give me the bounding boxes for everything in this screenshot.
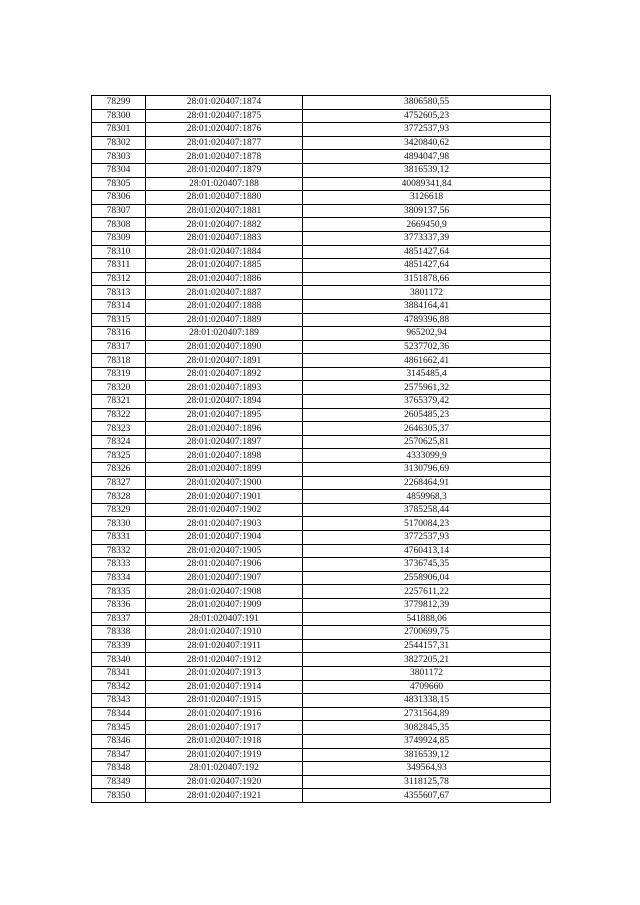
table-row (92, 381, 551, 395)
value-cell: 965202,94 (303, 327, 551, 341)
value-cell: 2605485,23 (303, 408, 551, 422)
row-number-cell: 78345 (92, 721, 146, 735)
table-row (92, 517, 551, 531)
row-number-cell: 78323 (92, 422, 146, 436)
cadastral-number-cell: 28:01:020407:1885 (146, 259, 303, 273)
value-cell: 2731564,89 (303, 707, 551, 721)
row-number-cell: 78325 (92, 449, 146, 463)
value-cell: 3806580,55 (303, 96, 551, 110)
cadastral-number-cell: 28:01:020407:1909 (146, 598, 303, 612)
value-cell: 3785258,44 (303, 503, 551, 517)
table-row (92, 367, 551, 381)
row-number-cell: 78316 (92, 327, 146, 341)
row-number-cell: 78330 (92, 517, 146, 531)
cadastral-number-cell: 28:01:020407:1916 (146, 707, 303, 721)
value-cell: 40089341,84 (303, 177, 551, 191)
value-cell: 3151878,66 (303, 272, 551, 286)
cadastral-number-cell: 28:01:020407:1894 (146, 395, 303, 409)
table-row (92, 612, 551, 626)
cadastral-number-cell: 28:01:020407:1899 (146, 463, 303, 477)
table-row (92, 490, 551, 504)
row-number-cell: 78344 (92, 707, 146, 721)
table-row (92, 721, 551, 735)
cadastral-number-cell: 28:01:020407:1891 (146, 354, 303, 368)
table-row (92, 191, 551, 205)
cadastral-number-cell: 28:01:020407:1886 (146, 272, 303, 286)
cadastral-number-cell: 28:01:020407:1913 (146, 666, 303, 680)
value-cell: 2268464,91 (303, 476, 551, 490)
value-cell: 4851427,64 (303, 245, 551, 259)
cadastral-number-cell: 28:01:020407:1896 (146, 422, 303, 436)
row-number-cell: 78320 (92, 381, 146, 395)
table-row (92, 204, 551, 218)
value-cell: 349564,93 (303, 762, 551, 776)
table-row (92, 775, 551, 789)
value-cell: 4831338,15 (303, 694, 551, 708)
value-cell: 3801172 (303, 666, 551, 680)
cadastral-number-cell: 28:01:020407:1897 (146, 435, 303, 449)
table-row (92, 259, 551, 273)
cadastral-number-cell: 28:01:020407:1882 (146, 218, 303, 232)
row-number-cell: 78343 (92, 694, 146, 708)
cadastral-number-cell: 28:01:020407:1890 (146, 340, 303, 354)
row-number-cell: 78299 (92, 96, 146, 110)
row-number-cell: 78317 (92, 340, 146, 354)
table-row (92, 571, 551, 585)
row-number-cell: 78306 (92, 191, 146, 205)
row-number-cell: 78329 (92, 503, 146, 517)
cadastral-number-cell: 28:01:020407:1900 (146, 476, 303, 490)
value-cell: 541888,06 (303, 612, 551, 626)
row-number-cell: 78347 (92, 748, 146, 762)
value-cell: 4859968,3 (303, 490, 551, 504)
row-number-cell: 78333 (92, 558, 146, 572)
table-row (92, 666, 551, 680)
row-number-cell: 78346 (92, 734, 146, 748)
table-row (92, 503, 551, 517)
cadastral-number-cell: 28:01:020407:192 (146, 762, 303, 776)
table-row (92, 245, 551, 259)
row-number-cell: 78312 (92, 272, 146, 286)
row-number-cell: 78304 (92, 163, 146, 177)
cadastral-number-cell: 28:01:020407:1904 (146, 531, 303, 545)
cadastral-number-cell: 28:01:020407:1911 (146, 639, 303, 653)
table-row (92, 299, 551, 313)
value-cell: 2669450,9 (303, 218, 551, 232)
table-row (92, 354, 551, 368)
row-number-cell: 78324 (92, 435, 146, 449)
value-cell: 3772537,93 (303, 123, 551, 137)
value-cell: 2575961,32 (303, 381, 551, 395)
table-row (92, 395, 551, 409)
value-cell: 3765379,42 (303, 395, 551, 409)
cadastral-number-cell: 28:01:020407:1918 (146, 734, 303, 748)
row-number-cell: 78300 (92, 109, 146, 123)
value-cell: 3801172 (303, 286, 551, 300)
table-row (92, 558, 551, 572)
value-cell: 2544157,31 (303, 639, 551, 653)
value-cell: 3816539,12 (303, 163, 551, 177)
value-cell: 4861662,41 (303, 354, 551, 368)
value-cell: 3130796,69 (303, 463, 551, 477)
table-row (92, 422, 551, 436)
table-row (92, 109, 551, 123)
value-cell: 4894047,98 (303, 150, 551, 164)
row-number-cell: 78315 (92, 313, 146, 327)
cadastral-number-cell: 28:01:020407:1912 (146, 653, 303, 667)
row-number-cell: 78349 (92, 775, 146, 789)
table-row (92, 177, 551, 191)
row-number-cell: 78321 (92, 395, 146, 409)
value-cell: 2646305,37 (303, 422, 551, 436)
value-cell: 4709660 (303, 680, 551, 694)
value-cell: 2257611,22 (303, 585, 551, 599)
table-row (92, 408, 551, 422)
row-number-cell: 78339 (92, 639, 146, 653)
cadastral-number-cell: 28:01:020407:1903 (146, 517, 303, 531)
row-number-cell: 78307 (92, 204, 146, 218)
value-cell: 3773337,39 (303, 231, 551, 245)
value-cell: 3816539,12 (303, 748, 551, 762)
row-number-cell: 78336 (92, 598, 146, 612)
cadastral-number-cell: 28:01:020407:1880 (146, 191, 303, 205)
table-row (92, 340, 551, 354)
cadastral-number-cell: 28:01:020407:1893 (146, 381, 303, 395)
row-number-cell: 78332 (92, 544, 146, 558)
cadastral-number-cell: 28:01:020407:1907 (146, 571, 303, 585)
cadastral-number-cell: 28:01:020407:189 (146, 327, 303, 341)
cadastral-number-cell: 28:01:020407:1888 (146, 299, 303, 313)
cadastral-number-cell: 28:01:020407:1887 (146, 286, 303, 300)
cadastral-number-cell: 28:01:020407:1875 (146, 109, 303, 123)
row-number-cell: 78318 (92, 354, 146, 368)
table-row (92, 544, 551, 558)
cadastral-number-cell: 28:01:020407:1878 (146, 150, 303, 164)
row-number-cell: 78327 (92, 476, 146, 490)
table-row (92, 531, 551, 545)
cadastral-number-cell: 28:01:020407:1917 (146, 721, 303, 735)
value-cell: 3884164,41 (303, 299, 551, 313)
value-cell: 4333099,9 (303, 449, 551, 463)
row-number-cell: 78334 (92, 571, 146, 585)
cadastral-number-cell: 28:01:020407:1921 (146, 789, 303, 803)
row-number-cell: 78302 (92, 136, 146, 150)
cadastral-number-cell: 28:01:020407:1901 (146, 490, 303, 504)
row-number-cell: 78341 (92, 666, 146, 680)
table-row (92, 734, 551, 748)
cadastral-number-cell: 28:01:020407:1892 (146, 367, 303, 381)
cadastral-number-cell: 28:01:020407:1905 (146, 544, 303, 558)
value-cell: 5237702,36 (303, 340, 551, 354)
value-cell: 3420840,62 (303, 136, 551, 150)
cadastral-value-table (91, 95, 551, 803)
value-cell: 4789396,88 (303, 313, 551, 327)
cadastral-number-cell: 28:01:020407:1876 (146, 123, 303, 137)
table-row (92, 707, 551, 721)
value-cell: 3118125,78 (303, 775, 551, 789)
table-row (92, 272, 551, 286)
cadastral-number-cell: 28:01:020407:1920 (146, 775, 303, 789)
cadastral-number-cell: 28:01:020407:1895 (146, 408, 303, 422)
table-row (92, 463, 551, 477)
table-row (92, 123, 551, 137)
row-number-cell: 78328 (92, 490, 146, 504)
value-cell: 3126618 (303, 191, 551, 205)
row-number-cell: 78319 (92, 367, 146, 381)
table-row (92, 748, 551, 762)
value-cell: 4355607,67 (303, 789, 551, 803)
value-cell: 3749924,85 (303, 734, 551, 748)
row-number-cell: 78348 (92, 762, 146, 776)
row-number-cell: 78340 (92, 653, 146, 667)
table-row (92, 327, 551, 341)
table-row (92, 626, 551, 640)
table-row (92, 150, 551, 164)
table-row (92, 476, 551, 490)
table-row (92, 435, 551, 449)
cadastral-number-cell: 28:01:020407:1884 (146, 245, 303, 259)
value-cell: 4760413,14 (303, 544, 551, 558)
row-number-cell: 78308 (92, 218, 146, 232)
row-number-cell: 78342 (92, 680, 146, 694)
cadastral-number-cell: 28:01:020407:1919 (146, 748, 303, 762)
row-number-cell: 78303 (92, 150, 146, 164)
table-row (92, 96, 551, 110)
row-number-cell: 78331 (92, 531, 146, 545)
cadastral-number-cell: 28:01:020407:1879 (146, 163, 303, 177)
value-cell: 5170084,23 (303, 517, 551, 531)
row-number-cell: 78350 (92, 789, 146, 803)
cadastral-number-cell: 28:01:020407:1874 (146, 96, 303, 110)
row-number-cell: 78301 (92, 123, 146, 137)
row-number-cell: 78309 (92, 231, 146, 245)
value-cell: 3082845,35 (303, 721, 551, 735)
row-number-cell: 78310 (92, 245, 146, 259)
row-number-cell: 78326 (92, 463, 146, 477)
value-cell: 4851427,64 (303, 259, 551, 273)
table-row (92, 639, 551, 653)
value-cell: 2700699,75 (303, 626, 551, 640)
cadastral-number-cell: 28:01:020407:191 (146, 612, 303, 626)
table-body (92, 96, 551, 803)
table-row (92, 231, 551, 245)
value-cell: 3779812,39 (303, 598, 551, 612)
cadastral-number-cell: 28:01:020407:1898 (146, 449, 303, 463)
value-cell: 3145485,4 (303, 367, 551, 381)
row-number-cell: 78313 (92, 286, 146, 300)
cadastral-number-cell: 28:01:020407:1908 (146, 585, 303, 599)
value-cell: 2558906,04 (303, 571, 551, 585)
table-row (92, 598, 551, 612)
value-cell: 2570625,81 (303, 435, 551, 449)
cadastral-number-cell: 28:01:020407:1910 (146, 626, 303, 640)
value-cell: 4752605,23 (303, 109, 551, 123)
table-row (92, 680, 551, 694)
table-row (92, 136, 551, 150)
cadastral-number-cell: 28:01:020407:1902 (146, 503, 303, 517)
table-row (92, 789, 551, 803)
cadastral-number-cell: 28:01:020407:1915 (146, 694, 303, 708)
table-row (92, 694, 551, 708)
cadastral-number-cell: 28:01:020407:1881 (146, 204, 303, 218)
row-number-cell: 78314 (92, 299, 146, 313)
value-cell: 3827205,21 (303, 653, 551, 667)
table-row (92, 585, 551, 599)
table-row (92, 286, 551, 300)
row-number-cell: 78335 (92, 585, 146, 599)
cadastral-number-cell: 28:01:020407:1877 (146, 136, 303, 150)
row-number-cell: 78338 (92, 626, 146, 640)
value-cell: 3809137,56 (303, 204, 551, 218)
table-row (92, 313, 551, 327)
table-row (92, 163, 551, 177)
cadastral-number-cell: 28:01:020407:1883 (146, 231, 303, 245)
cadastral-number-cell: 28:01:020407:1906 (146, 558, 303, 572)
cadastral-number-cell: 28:01:020407:188 (146, 177, 303, 191)
table-row (92, 653, 551, 667)
cadastral-number-cell: 28:01:020407:1889 (146, 313, 303, 327)
value-cell: 3772537,93 (303, 531, 551, 545)
table-row (92, 218, 551, 232)
value-cell: 3736745,35 (303, 558, 551, 572)
row-number-cell: 78337 (92, 612, 146, 626)
table-row (92, 449, 551, 463)
row-number-cell: 78311 (92, 259, 146, 273)
table-row (92, 762, 551, 776)
cadastral-number-cell: 28:01:020407:1914 (146, 680, 303, 694)
row-number-cell: 78305 (92, 177, 146, 191)
row-number-cell: 78322 (92, 408, 146, 422)
